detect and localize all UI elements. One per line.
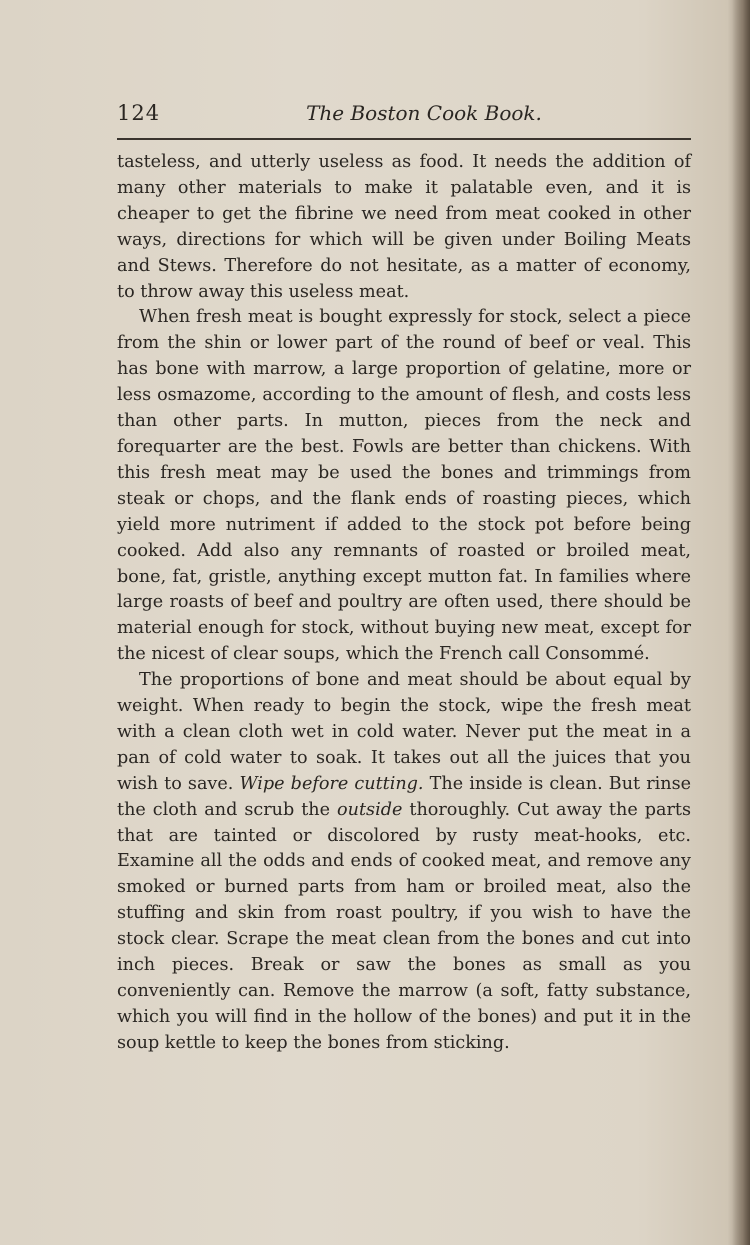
body-text [117,150,691,1057]
running-title: The Boston Cook Book. [306,101,542,125]
paragraph-3-part-3: thoroughly. Cut away the parts that are tainted or discolored by rusty meat-hooks, etc. Examine all the odds and ends of cooked meat, and remove any smoked or burned parts from ham or broiled meat, also the stuffing and skin from roast poultry, if you wish to have the stock clear. Scrape the meat clean from the bones and cut into inch pieces. Break or saw the bones as small as you conveniently can. Remove the marrow (a soft, fatty substance, which you will find in the hollow of the bones) and put it in the soup kettle to keep the bones from sticking. [117,799,692,1053]
header-rule [117,138,691,140]
paragraph-1: tasteless, and utterly useless as food. It needs the addition of many other materials to make it palatable even, and it is cheaper to get the fibrine we need from meat cooked in other ways, directions for which will be given under Boiling Meats and Stews. Therefore do not hesitate, as a matter of economy, to throw away this useless meat. [117,152,691,302]
paragraph-3-part-2: The inside is clean. But rinse the cloth and scrub the [117,773,692,820]
paragraph-2: When fresh meat is bought expressly for stock, select a piece from the shin or lower part of the round of beef or veal. This has bone with marrow, a large proportion of gelatine, more or less osmazome, according to the amount of flesh, and costs less than other parts. In mutton, pieces from the neck and forequarter are the best. Fowls are better than chickens. With this fresh meat may be used the bones and trimmings from steak or chops, and the flank ends of roasting pieces, which yield more nutriment if added to the stock pot before being cooked. Add also any remnants of roasted or broiled meat, bone, fat, gristle, anything except mutton fat. In families where large roasts of beef and poultry are often used, there should be material enough for stock, without buying new meat, except for the nicest of clear soups, which the French call Consommé. [117,307,691,665]
paragraph-3-part-1: The proportions of bone and meat should be about equal by weight. When ready to begin the stock, wipe the fresh meat with a clean cloth wet in cold water. Never put the meat in a pan of cold water to soak. It takes out all the juices that you wish to save. [117,670,691,794]
page-edge-shadow [732,0,750,1245]
page-number: 124 [117,101,161,125]
page-header [117,101,691,133]
paragraph-3-italic-2: outside [337,799,403,820]
paragraph-3-italic-1: Wipe before cutting. [239,773,424,794]
paragraph-3 [117,668,691,1057]
